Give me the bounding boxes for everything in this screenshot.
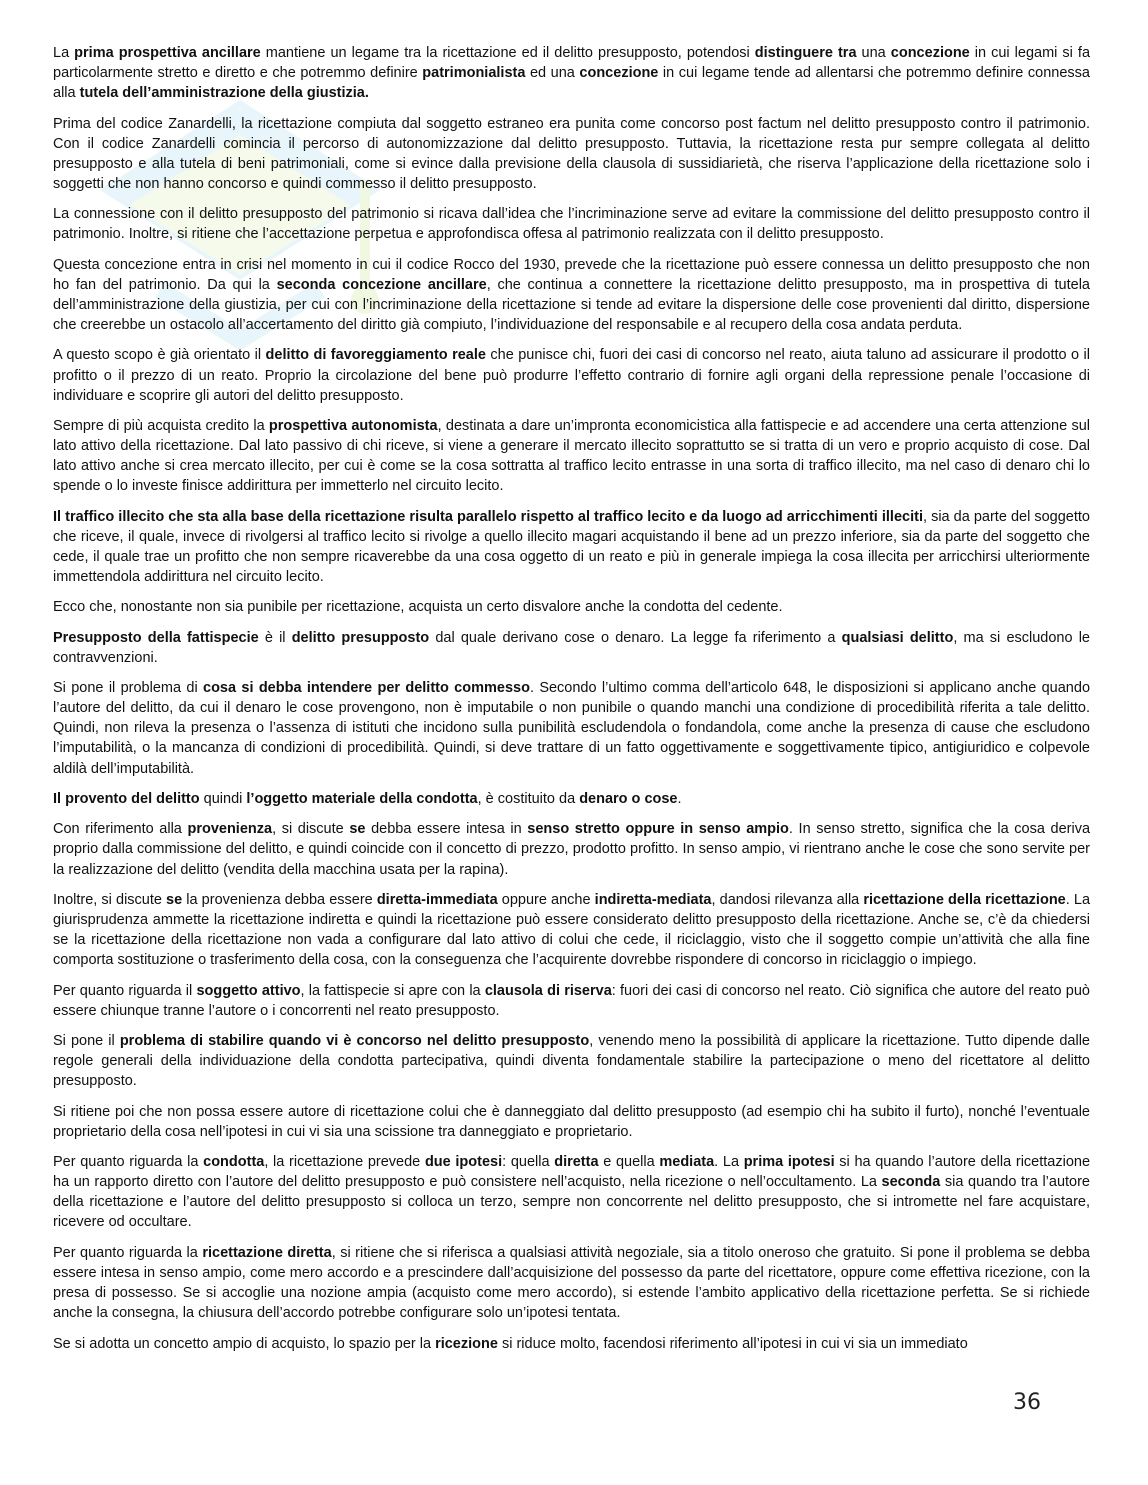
paragraph [53,1031,1090,1091]
bold-text: Il provento del delitto [53,790,200,807]
bold-text: delitto presupposto [291,629,430,646]
text-run: , la ricettazione prevede [264,1154,425,1171]
text-run: Prima del codice Zanardelli, la ricettazione compiuta dal soggetto estraneo era punita come concorso post factum nel delitto presupposto contro il patrimonio. Con il codice Zanardelli comincia il percorso di autonomizzazione dal delitto presupposto. Tuttavia, la ricettazione resta pur sempre collegata al delitto presupposto e alla tutela di beni patrimoniali, come si evince dalla previsione della clausola di sussidiarietà, che riserva l’applicazione della ricettazione solo i soggetti che non hanno concorso e quindi commesso il delitto presupposto. [53,115,1090,192]
text-run: Per quanto riguarda la [53,1244,203,1261]
text-run: Inoltre, si discute [53,891,167,908]
text-run: Per quanto riguarda il [53,982,197,999]
text-run: . La giurisprudenza ammette la ricettazione indiretta e quindi la ricettazione può essere considerato delitto presupposto della ricettazione. Anche se, c’è da chiedersi se la ricettazione della ricettazione non vada a configurare dal lato attivo di colui che cede, il riciclaggio, visto che il soggetto compie un’attività che alla fine comporta sostituzione o trasferimento della cosa, con la conseguenza che l’acquirente dovrebbe rispondere di concorso in riciclaggio o impiego. [53,891,1091,969]
bold-text: patrimonialista [422,65,526,82]
text-run: , si discute [272,821,350,838]
text-run: una [856,45,891,61]
text-run: Sempre di più acquista credito la [53,417,269,434]
text-run: che punisce chi, fuori dei casi di concorso nel reato, aiuta taluno ad assicurare il prodotto o il profitto o il prezzo di un reato. Proprio la circolazione del bene può produrre l’effetto contrario di fornire agli organi della repressione penale l’occasione di individuare e scoprire gli autori del delitto presupposto. [53,347,1090,404]
text-run: , è costituito da [477,790,580,807]
bold-text: ricezione [435,1335,498,1352]
text-run: in cui legami si fa particolarmente stretto e diretto e che potremmo definire [53,45,1091,82]
text-run: . In senso stretto, significa che la cosa deriva proprio dalla commissione del delitto, e quindi coincide con il concetto di prezzo, prodotto profitto. In senso ampio, vi rientrano anche le cose che sono servite per la realizzazione del delitto (vendita della macchina usata per la rapina). [53,821,1091,878]
text-run: Se si adotta un concetto ampio di acquisto, lo spazio per la [53,1335,436,1352]
paragraph [53,345,1090,405]
bold-text: ricettazione della ricettazione [863,891,1066,908]
paragraph [53,678,1090,778]
bold-text: qualsiasi delitto [841,629,954,646]
text-run: , sia da parte del soggetto che riceve, il quale, invece di rivolgersi al traffico lecito si rivolge a quello illecito magari acquistando il bene ad un prezzo inferiore, sia da parte del soggetto che cede, il quale trae un profitto che non sempre ricaverebbe da una cosa oggetto di un reato e più in generale impiega la cosa illecita per arricchirsi ulteriormente immettendola addirittura nel circuito lecito. [53,508,1090,585]
text-run: . La [714,1154,744,1171]
text-run: Ecco che, nonostante non sia punibile per ricettazione, acquista un certo disvalore anche la condotta del cedente. [53,599,783,616]
paragraph [53,114,1090,194]
text-run: Con riferimento alla [53,821,188,838]
text-run: sia quando tra l’autore della ricettazione e l’autore del delitto presupposto si colloca un terzo, sempre non concorrente nel delitto presupposto, che si intromette nel fare acquistare, ricevere od occultare. [53,1174,1090,1231]
document-body [53,43,1090,1364]
paragraph [53,1152,1090,1232]
text-run: ed una [525,65,580,82]
text-run: . [677,790,682,807]
bold-text: indiretta-mediata [594,891,712,908]
bold-text: se [349,821,366,838]
bold-text: soggetto attivo [196,982,301,999]
text-run: , che continua a connettere la ricettazione delitto presupposto, ma in prospettiva di tutela dell’amministrazione della giustizia, per cui con l’incriminazione della ricettazione si tende ad evitare la dispersione delle cose provenienti dal diritto, dispersione che creerebbe un ostacolo all’accertamento del diritto già compiuto, l’individuazione del responsabile e al recupero della cosa andata perduta. [53,276,1090,334]
bold-text: Presupposto della fattispecie [53,629,259,646]
bold-text: ricettazione diretta [202,1244,332,1261]
bold-text: clausola di riserva [484,982,612,999]
text-run: debba essere intesa in [365,821,528,838]
text-run: si ha quando l’autore della ricettazione ha un rapporto diretto con l’autore del delitto presupposto e può consistere nell’acquisto, nella ricezione o nell’occultamento. La [53,1154,1091,1191]
bold-text: concezione [890,45,970,61]
bold-text: senso stretto oppure in senso ampio [527,821,789,838]
paragraph [53,789,1090,809]
paragraph [53,255,1090,335]
paragraph [53,43,1090,103]
bold-text: condotta [203,1154,265,1171]
text-run: dal quale derivano cose o denaro. La legge fa riferimento a [429,629,842,646]
text-run: , si ritiene che si riferisca a qualsiasi attività negoziale, sia a titolo oneroso che gratuito. Si pone il problema se debba essere intesa in senso ampio, come mero accordo e a prescindere dall’acquisizione del possesso da parte del ricettatore, oppure come effettiva ricezione, con la presa di possesso. Se si accoglie una nozione ampia (acquisto come mero accordo), si estende l’ambito applicativo della ricettazione perfetta. Se si richiede anche la consegna, la chiusura dell’accordo potrebbe configurare solo un’ipotesi tentata. [53,1244,1090,1322]
text-run: , dandosi rilevanza alla [711,891,864,908]
bold-text: cosa si debba intendere per delitto commesso [203,680,530,697]
bold-text: mediata [659,1154,715,1171]
bold-text: denaro o cose [579,790,678,807]
bold-text: l’oggetto materiale della condotta [246,790,478,807]
text-run: , ma si escludono le contravvenzioni. [53,629,1090,666]
page-number: 36 [1013,1390,1041,1415]
paragraph [53,1102,1090,1142]
text-run: Si pone il [53,1033,120,1050]
bold-text: prospettiva autonomista [268,417,438,434]
text-run: oppure anche [497,891,595,908]
text-run: : fuori dei casi di concorso nel reato. Ciò significa che autore del reato può essere chiunque tranne l’autore o i concorrenti nel reato presupposto. [53,982,1090,1019]
text-run: , destinata a dare un’impronta economicistica alla fattispecie e ad accendere una certa attenzione sul lato attivo della ricettazione. Dal lato passivo di chi riceve, si viene a generare il mercato illecito soprattutto se si tratta di un vero e proprio acquisto di cose. Dal lato attivo anche si crea mercato illecito, per cui è come se la cosa sottratta al traffico lecito entrasse in una sorta di traffico illecito, ma nel caso di denaro chi lo spende o lo investe finisce addirittura per immetterlo nel circuito lecito. [53,417,1090,495]
text-run: Si pone il problema di [53,680,204,697]
text-run: La connessione con il delitto presupposto del patrimonio si ricava dall’idea che l’incriminazione serve ad evitare la commissione del delitto presupposto contro il patrimonio. Inoltre, si ritiene che l’accettazione perpetua e approfondisca offesa al patrimonio realizzata con il delitto presupposto. [53,206,1090,243]
text-run: , venendo meno la possibilità di applicare la ricettazione. Tutto dipende dalle regole generali della individuazione della condotta partecipativa, quindi diventa fondamentale stabilire la partecipazione o meno del ricettatore al delitto presupposto. [53,1033,1090,1090]
bold-text: problema di stabilire quando vi è concorso nel delitto presupposto [119,1033,590,1050]
bold-text: prima ipotesi [743,1154,835,1171]
bold-text: seconda concezione ancillare [276,276,487,293]
text-run: si riduce molto, facendosi riferimento all’ipotesi in cui vi sia un immediato [497,1335,968,1352]
text-run: Per quanto riguarda la [53,1154,204,1171]
paragraph [53,416,1090,496]
text-run: Si ritiene poi che non possa essere autore di ricettazione colui che è danneggiato dal delitto presupposto (ad esempio chi ha subito il furto), nonché l’eventuale proprietario della cosa nell’ipotesi in cui vi sia una scissione tra danneggiato e proprietario. [53,1103,1090,1140]
text-run: e quella [598,1154,660,1171]
text-run: . Secondo l’ultimo comma dell’articolo 648, le disposizioni si applicano anche quando l’autore del delitto, da cui il denaro le cose provengono, non è imputabile o non punibile o quando manchi una condizione di procedibilità riferita a tale delitto. Quindi, non rileva la presenza o l’assenza di istituti che incidono sulla punibilità escludendola o fondandola, come anche la presenza di cause che escludono l’imputabilità, o la mancanza di condizioni di procedibilità. Quindi, si deve trattare di un fatto oggettivamente e soggettivamente tipico, antigiuridico e colpevole aldilà dell’imputabilità. [53,680,1091,777]
text-run: La [53,45,75,61]
paragraph [53,1334,1090,1354]
paragraph [53,597,1090,617]
paragraph [53,981,1090,1021]
text-run: Questa concezione entra in crisi nel momento in cui il codice Rocco del 1930, prevede che la ricettazione può essere connessa un delitto presupposto che non ho fan del patrimonio. Da qui la [53,256,1090,293]
text-run: la provenienza debba essere [182,891,377,908]
bold-text: diretta-immediata [376,891,498,908]
bold-text: concezione [579,65,659,82]
paragraph [53,819,1090,879]
bold-text: Il traffico illecito che sta alla base della ricettazione risulta parallelo rispetto al traffico lecito e da luogo ad arricchimenti illeciti [53,508,923,525]
paragraph [53,204,1090,244]
bold-text: seconda [881,1174,941,1191]
text-run: , la fattispecie si apre con la [300,982,485,999]
text-run: quindi [199,790,247,807]
paragraph [53,507,1090,587]
bold-text: tutela dell’amministrazione della giustizia. [79,85,369,102]
paragraph [53,1243,1090,1323]
bold-text: distinguere tra [754,45,857,61]
text-run: in cui legame tende ad allentarsi che potremmo definire connessa alla [53,65,1090,102]
text-run: : quella [502,1154,555,1171]
bold-text: delitto di favoreggiamento reale [265,347,486,364]
bold-text: prima prospettiva ancillare [74,45,261,61]
text-run: è il [258,629,292,646]
paragraph [53,890,1090,970]
paragraph [53,628,1090,668]
bold-text: se [166,891,183,908]
text-run: mantiene un legame tra la ricettazione ed il delitto presupposto, potendosi [260,45,755,61]
bold-text: due ipotesi [424,1154,503,1171]
bold-text: provenienza [187,821,273,838]
bold-text: diretta [554,1154,599,1171]
text-run: A questo scopo è già orientato il [53,347,266,364]
